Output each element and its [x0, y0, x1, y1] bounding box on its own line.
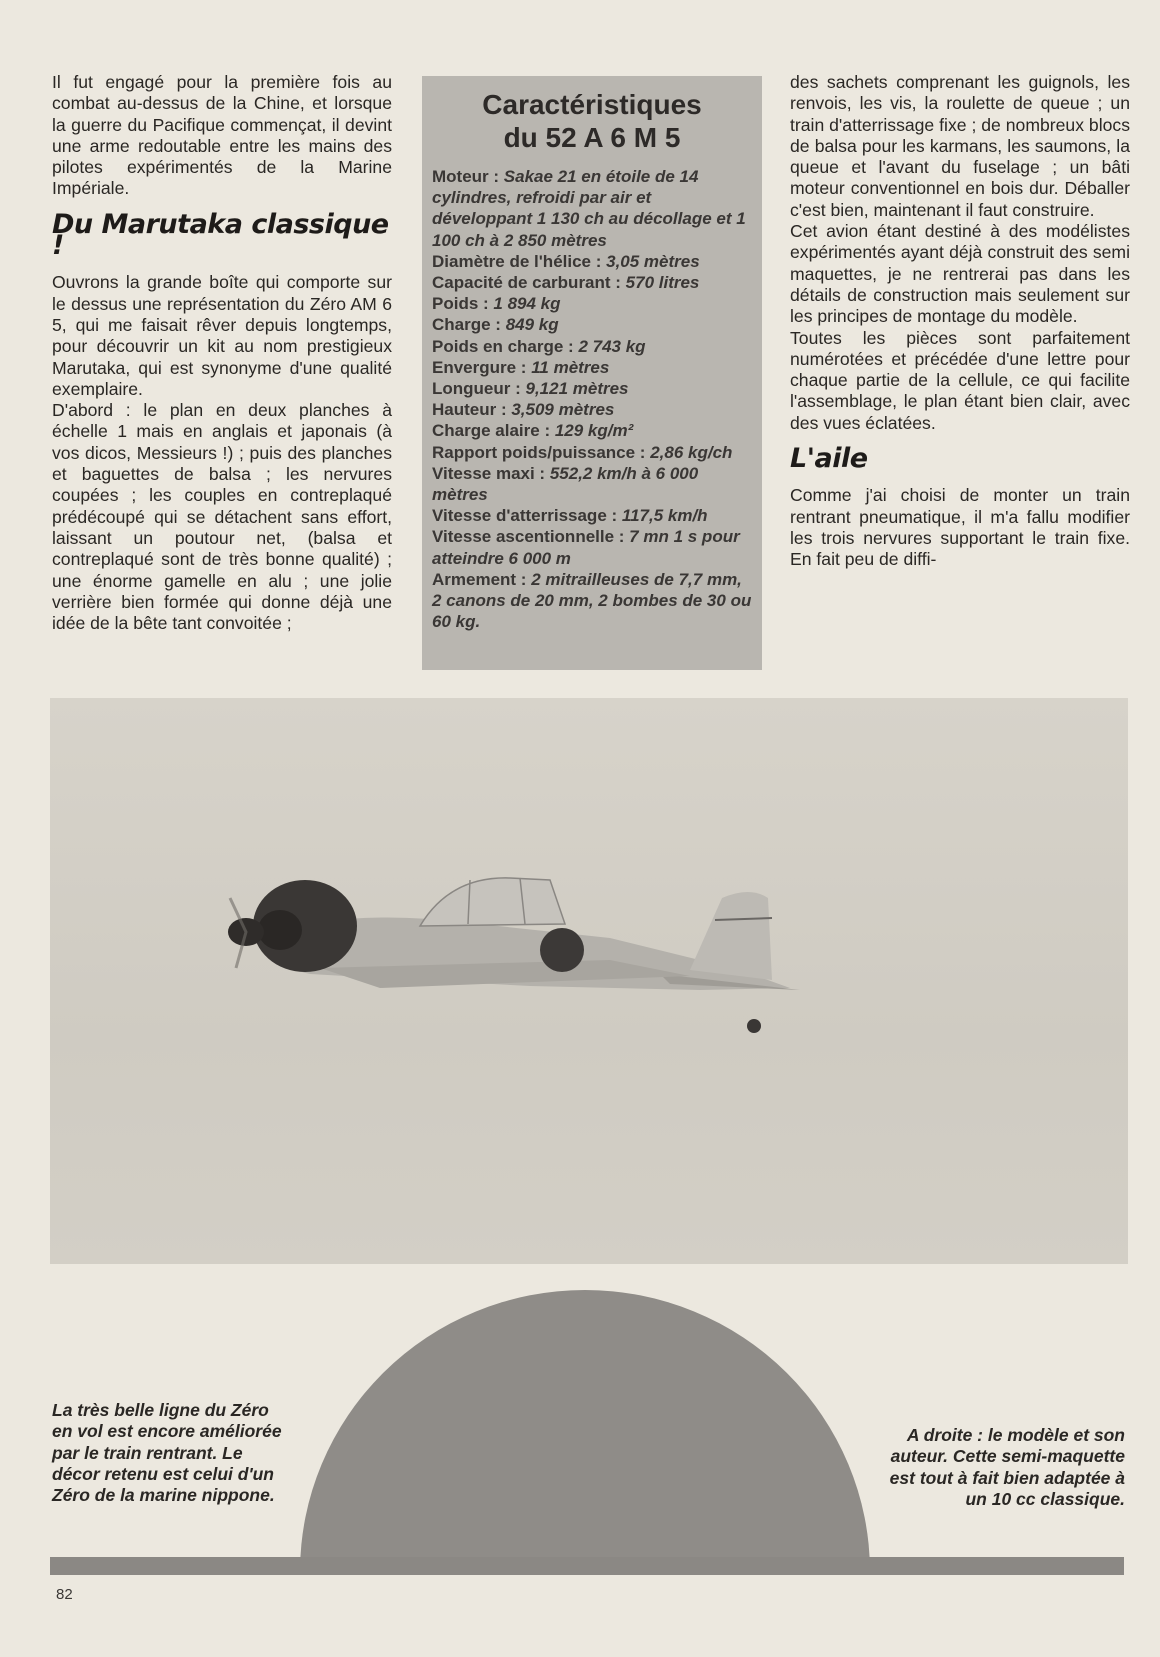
spec-item: Hauteur : 3,509 mètres — [432, 400, 615, 420]
spec-item: Poids : 1 894 kg — [432, 294, 561, 314]
paragraph: Ouvrons la grande boîte qui comporte sur le dessus une représentation du Zéro AM 6 5, qui me faisait rêver depuis longtemps, pour découvrir un kit au nom prestigieux Marutaka, qui est synonyme d'une qualité exemplaire. — [52, 272, 392, 399]
spec-item: Envergure : 11 mètres — [432, 357, 610, 377]
spec-item: Charge alaire : 129 kg/m² — [432, 421, 634, 441]
article-column-right — [790, 72, 1130, 571]
specifications-box — [422, 76, 762, 670]
spec-item: Rapport poids/puissance : 2,86 kg/ch — [432, 442, 733, 462]
spec-item: Charge : 849 kg — [432, 315, 559, 335]
paragraph: Il fut engagé pour la première fois au combat au-dessus de la Chine, et lorsque la guerre du Pacifique commençat, il devint une arme redoutable entre les mains des pilotes expérimentés de la Marine Impériale. — [52, 72, 392, 199]
photo-caption-left: La très belle ligne du Zéro en vol est encore améliorée par le train rentrant. Le décor retenu est celui d'un Zéro de la marine nippone. — [52, 1400, 282, 1506]
spec-item: Longueur : 9,121 mètres — [432, 379, 629, 399]
spec-item: Diamètre de l'hélice : 3,05 mètres — [432, 251, 700, 271]
decorative-baseline — [50, 1557, 1124, 1575]
spec-item: Armement : 2 mitrailleuses de 7,7 mm, 2 canons de 20 mm, 2 bombes de 30 ou 60 kg. — [432, 569, 752, 632]
paragraph: Cet avion étant destiné à des modélistes expérimentés ayant déjà construit des semi maquettes, je ne rentrerai pas dans les détails de construction mais seulement sur les principes de montage du modèle. — [790, 221, 1130, 327]
spec-item: Vitesse maxi : 552,2 km/h à 6 000 mètres — [432, 463, 699, 505]
specifications-title — [432, 88, 752, 154]
page-number: 82 — [56, 1586, 73, 1603]
spec-item: Moteur : Sakae 21 en étoile de 14 cylindres, refroidi par air et développant 1 130 ch au décollage et 1 100 ch à 2 850 mètres — [432, 167, 746, 250]
spec-item: Vitesse d'atterrissage : 117,5 km/h — [432, 506, 708, 526]
article-column-left — [52, 72, 392, 634]
airplane-illustration — [50, 698, 1128, 1264]
specifications-title-line1: Caractéristiques — [482, 89, 702, 120]
paragraph: des sachets comprenant les guignols, les renvois, les vis, la roulette de queue ; un train d'atterrissage fixe ; de nombreux blocs de balsa pour les karmans, les saumons, la queue et l'avant du fuselage ; un bâti moteur conventionnel en bois dur. Déballer c'est bien, maintenant il faut construire. — [790, 72, 1130, 220]
photo-caption-right: A droite : le modèle et son auteur. Cette semi-maquette est tout à fait bien adaptée à un 10 cc classique. — [889, 1425, 1125, 1509]
specifications-title-line2: du 52 A 6 M 5 — [503, 122, 681, 153]
section-heading: Du Marutaka classique ! — [52, 208, 389, 262]
spec-item: Capacité de carburant : 570 litres — [432, 273, 700, 293]
spec-item: Poids en charge : 2 743 kg — [432, 336, 646, 356]
paragraph: Toutes les pièces sont parfaitement numérotées et précédée d'une lettre pour chaque partie de la cellule, ce qui facilite l'assemblage, le plan étant bien clair, avec des vues éclatées. — [790, 327, 1130, 433]
section-heading: L'aile — [790, 443, 868, 475]
rising-sun-graphic — [300, 1290, 870, 1572]
paragraph: Comme j'ai choisi de monter un train rentrant pneumatique, il m'a fallu modifier les trois nervures supportant le train fixe. En fait peu de diffi- — [790, 485, 1130, 570]
spec-item: Vitesse ascentionnelle : 7 mn 1 s pour atteindre 6 000 m — [432, 527, 740, 568]
zero-in-flight-photo — [50, 698, 1128, 1264]
paragraph: D'abord : le plan en deux planches à échelle 1 mais en anglais et japonais (à vos dicos, Messieurs !) ; puis des planches et baguettes de balsa ; les nervures coupées ; les couples en contreplaqué prédécoupé qui se détachent sans effort, laissant un poutour net, (balsa et contreplaqué sont de très bonne qualité) ; une énorme gamelle en alu ; une jolie verrière bien formée qui donne déjà une idée de la bête tant convoitée ; — [52, 400, 392, 634]
